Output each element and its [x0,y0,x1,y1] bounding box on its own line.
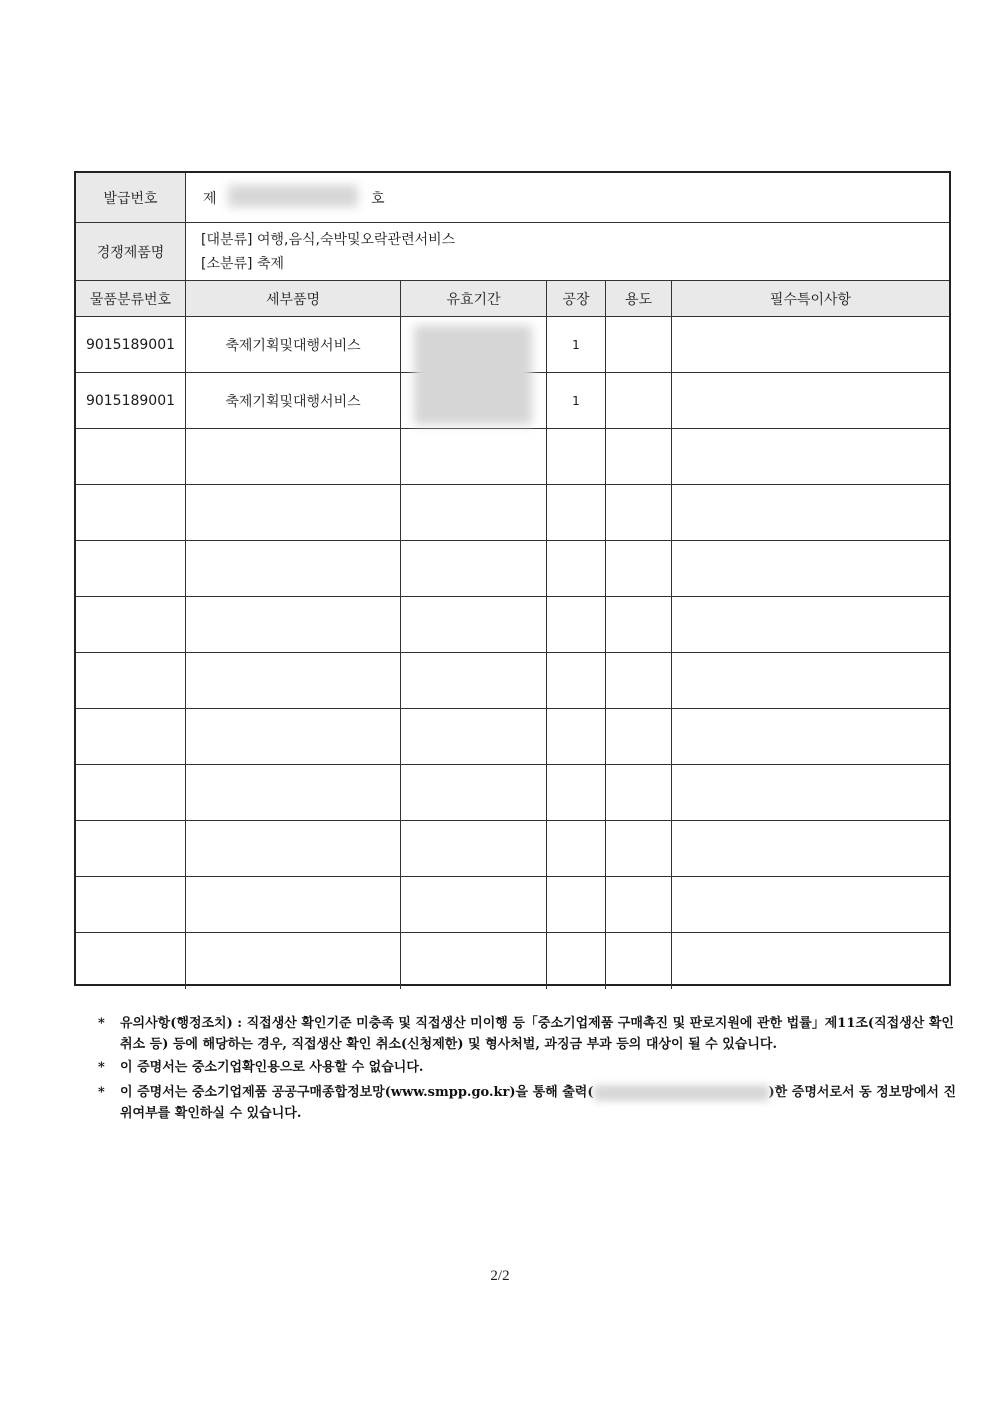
table-row-empty [76,765,949,821]
empty-cell [401,821,547,876]
notice-text-after: )한 증명서로서 동 정보망에서 진위여부를 확인하실 수 있습니다. [120,1085,957,1121]
empty-cell [401,709,547,764]
table-row-empty [76,821,949,877]
empty-cell [186,933,401,989]
empty-cell [76,429,186,484]
product-name-row [76,223,949,281]
notice-section [98,1013,958,1126]
empty-cell [606,709,672,764]
issue-number-row [76,173,949,223]
empty-cell [547,877,606,932]
empty-cell [606,821,672,876]
empty-cell [672,709,949,764]
table-row-empty [76,653,949,709]
empty-cell [186,597,401,652]
empty-cell [606,765,672,820]
cell-factory: 1 [547,317,606,372]
empty-cell [76,541,186,596]
empty-cell [186,541,401,596]
empty-cell [547,933,606,989]
empty-cell [76,765,186,820]
empty-cell [547,485,606,540]
empty-cell [606,485,672,540]
product-name-label: 경쟁제품명 [76,223,186,280]
empty-cell [606,541,672,596]
cell-name: 축제기획및대행서비스 [186,373,401,428]
empty-cell [76,933,186,989]
empty-cell [672,429,949,484]
empty-cell [401,653,547,708]
empty-cell [672,765,949,820]
notice-star: * [98,1060,105,1075]
notice-verification [98,1082,958,1124]
empty-cell [186,653,401,708]
empty-cell [547,429,606,484]
col-header-notes: 필수특이사항 [769,291,852,308]
empty-cell [401,597,547,652]
minor-category: [소분류] 축제 [201,256,284,272]
empty-cell [186,877,401,932]
major-category: [대분류] 여행,음식,숙박및오락관련서비스 [201,232,456,248]
cell-notes [672,373,949,428]
redacted-validity-period [414,325,532,425]
empty-cell [672,485,949,540]
empty-cell [76,485,186,540]
empty-cell [76,653,186,708]
empty-cell [547,597,606,652]
table-row-empty [76,541,949,597]
empty-cell [76,821,186,876]
empty-cell [672,821,949,876]
col-header-validity: 유효기간 [401,281,547,316]
empty-cell [186,765,401,820]
notice-administrative-action [98,1013,958,1055]
notice-star: * [98,1016,105,1031]
empty-cell [606,933,672,989]
empty-cell [401,429,547,484]
notice-text-before: 이 증명서는 중소기업제품 공공구매종합정보망(www.smpp.go.kr)을 통해 출력( [120,1085,594,1100]
notice-text: 이 증명서는 중소기업확인용으로 사용할 수 없습니다. [120,1060,424,1075]
empty-cell [186,709,401,764]
empty-cell [76,597,186,652]
empty-cell [186,429,401,484]
empty-cell [547,709,606,764]
empty-cell [672,877,949,932]
empty-cell [547,653,606,708]
issue-number-prefix: 제 [203,190,217,207]
redacted-issue-number [228,185,358,207]
cell-name: 축제기획및대행서비스 [186,317,401,372]
cell-usage [606,373,672,428]
empty-cell [606,653,672,708]
empty-cell [401,765,547,820]
notice-text: 유의사항(행정조치) : 직접생산 확인기준 미충족 및 직접생산 미이행 등「중소기업제품 구매촉진 및 판로지원에 관한 법률」제11조(직접생산 확인 취소 등) 등에 해당하는 경우, 직접생산 확인 취소(신청제한) 및 형사처벌, 과징금 부과 등의 대상이 될 수 있습니다. [120,1016,954,1052]
empty-cell [401,877,547,932]
category-block [201,228,455,276]
table-row-empty [76,485,949,541]
column-header-row [76,281,949,317]
empty-cell [401,485,547,540]
col-header-factory: 공장 [547,281,606,316]
empty-cell [547,765,606,820]
table-row-empty [76,877,949,933]
certificate-table [74,171,951,986]
issue-number-label: 발급번호 [76,173,186,222]
cell-factory: 1 [547,373,606,428]
empty-cell [672,653,949,708]
col-header-name: 세부품명 [186,281,401,316]
col-header-code: 물품분류번호 [76,281,186,316]
cell-code: 9015189001 [76,317,186,372]
issue-number-suffix: 호 [371,190,385,207]
empty-cell [76,877,186,932]
empty-cell [672,597,949,652]
cell-usage [606,317,672,372]
empty-cell [186,485,401,540]
empty-cell [76,709,186,764]
empty-cell [547,541,606,596]
page-number: 2/2 [490,1268,510,1284]
cell-notes [672,317,949,372]
empty-cell [672,933,949,989]
empty-cell [606,429,672,484]
col-header-usage: 용도 [606,281,672,316]
empty-cell [401,933,547,989]
table-row-empty [76,597,949,653]
empty-cell [606,597,672,652]
empty-cell [401,541,547,596]
empty-cell [672,541,949,596]
empty-cell [606,877,672,932]
empty-cell [547,821,606,876]
cell-code: 9015189001 [76,373,186,428]
notice-usage-restriction [98,1057,958,1078]
empty-cell [186,821,401,876]
notice-star: * [98,1085,105,1100]
table-row-empty [76,709,949,765]
table-row-empty [76,429,949,485]
redacted-print-date [594,1085,769,1101]
table-row-empty [76,933,949,989]
